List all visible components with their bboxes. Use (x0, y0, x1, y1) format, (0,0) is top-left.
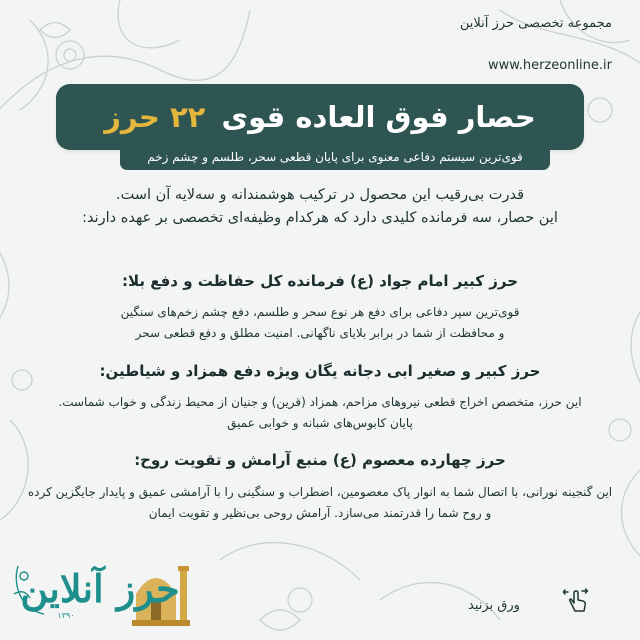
title-text: حصار فوق العاده قوی (221, 100, 536, 134)
section-line: قوی‌ترین سپر دفاعی برای دفع هر نوع سحر و طلسم، دفع چشم زخم‌های سنگین (120, 305, 520, 319)
title-banner (56, 84, 584, 150)
website-url[interactable]: www.herzeonline.ir (488, 58, 612, 73)
svg-text:۱۳۹۰: ۱۳۹۰ (57, 611, 75, 620)
section-body-fourteen-infallibles (16, 482, 624, 524)
page-title (104, 100, 536, 134)
swipe-label[interactable]: ورق بزنید (468, 598, 520, 613)
intro-line-2: این حصار، سه فرمانده کلیدی دارد که هرکدام وظیفه‌ای تخصصی بر عهده دارند: (82, 210, 558, 226)
section-title-imam-javad: حرز کبیر امام جواد (ع) فرمانده کل حفاظت و دفع بلا: (121, 272, 519, 290)
herz-online-logo (8, 536, 213, 634)
intro-paragraph (34, 184, 606, 230)
title-number: ۲۲ حرز (104, 100, 206, 134)
subtitle-banner: قوی‌ترین سیستم دفاعی معنوی برای پایان قطعی سحر، طلسم و چشم زخم (120, 144, 550, 170)
svg-text:حرز آنلاین: حرز آنلاین (20, 566, 180, 611)
section-title-abi-dujana: حرز کبیر و صغیر ابی دجانه یگان ویژه دفع همزاد و شیاطین: (99, 362, 541, 380)
section-title-fourteen-infallibles: حرز چهارده معصوم (ع) منبع آرامش و تقویت روح: (134, 451, 506, 469)
section-line: این گنجینه نورانی، با اتصال شما به انوار پاک معصومین، اضطراب و سنگینی را با آرامشی عمیق و پایدار جایگزین کرده (27, 485, 613, 499)
hand-swipe-icon[interactable] (562, 586, 592, 616)
intro-line-1: قدرت بی‌رقیب این محصول در ترکیب هوشمندانه و سه‌لایه آن است. (116, 187, 524, 203)
section-line: و محافظت از شما در برابر بلایای ناگهانی. امنیت مطلق و دفع قطعی سحر (135, 326, 505, 340)
brand-name: مجموعه تخصصی حرز آنلاین (459, 16, 612, 31)
section-body-abi-dujana (16, 392, 624, 434)
section-line: پایان کابوس‌های شبانه و خوابی عمیق (227, 416, 413, 430)
section-body-imam-javad (16, 302, 624, 344)
section-line: این حرز، متخصص اخراج قطعی نیروهای مزاحم، همزاد (قرین) و جنیان از محیط زندگی و خواب شماست. (58, 395, 582, 409)
section-line: و روح شما را قدرتمند می‌سازد. آرامش روحی بی‌نظیر و تقویت ایمان (148, 506, 492, 520)
